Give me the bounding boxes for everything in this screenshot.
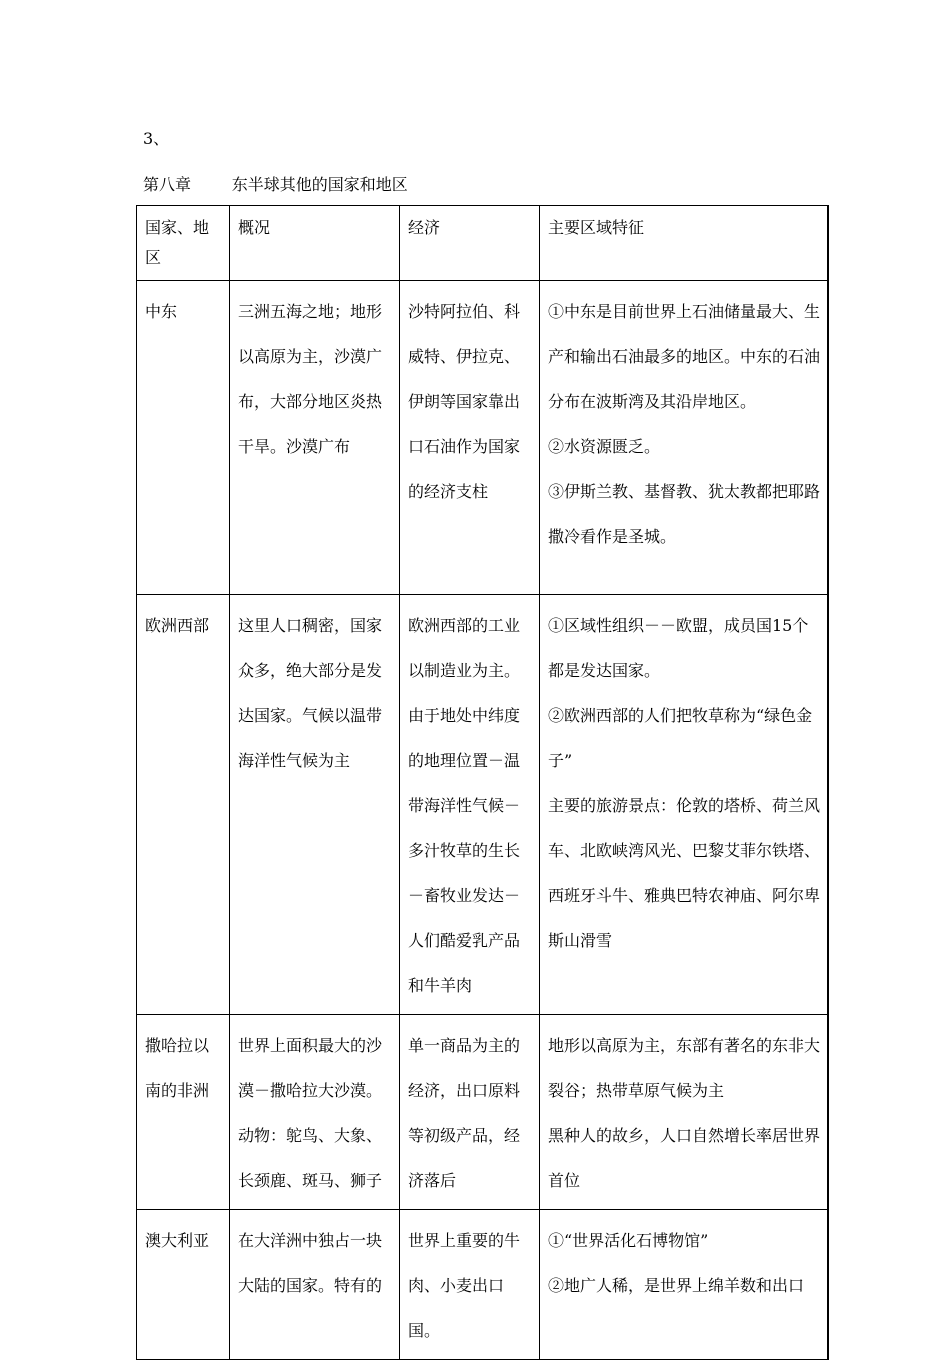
features-cell — [540, 1210, 828, 1360]
feature-item: 黑种人的故乡，人口自然增长率居世界首位 — [548, 1126, 821, 1190]
table-row — [137, 595, 828, 1015]
region-cell: 撒哈拉以南的非洲 — [137, 1015, 230, 1210]
feature-item: ②地广人稀，是世界上绵羊数和出口 — [548, 1276, 805, 1295]
table-row — [137, 281, 828, 595]
region-cell: 欧洲西部 — [137, 595, 230, 1015]
features-cell — [540, 595, 828, 1015]
table-row — [137, 1015, 828, 1210]
region-cell: 中东 — [137, 281, 230, 595]
feature-item: ①中东是目前世界上石油储量最大、生产和输出石油最多的地区。中东的石油分布在波斯湾及其沿岸地区。 — [548, 302, 821, 411]
header-overview: 概况 — [230, 206, 400, 281]
feature-item: ①“世界活化石博物馆” — [548, 1231, 709, 1250]
regions-table — [136, 205, 829, 1360]
header-region: 国家、地区 — [137, 206, 230, 281]
economy-cell: 欧洲西部的工业以制造业为主。由于地处中纬度的地理位置－温带海洋性气候－多汁牧草的生长－畜牧业发达－人们酷爱乳产品和牛羊肉 — [400, 595, 540, 1015]
economy-cell: 单一商品为主的经济，出口原料等初级产品，经济落后 — [400, 1015, 540, 1210]
overview-cell: 这里人口稠密，国家众多，绝大部分是发达国家。气候以温带海洋性气候为主 — [230, 595, 400, 1015]
feature-item: ①区域性组织－－欧盟，成员国15个都是发达国家。 — [548, 616, 809, 680]
feature-item: 主要的旅游景点：伦敦的塔桥、荷兰风车、北欧峡湾风光、巴黎艾菲尔铁塔、西班牙斗牛、雅典巴特农神庙、阿尔卑斯山滑雪 — [548, 796, 821, 950]
overview-cell: 三洲五海之地；地形以高原为主，沙漠广布，大部分地区炎热干旱。沙漠广布 — [230, 281, 400, 595]
features-cell — [540, 1015, 828, 1210]
feature-item: ②水资源匮乏。 — [548, 437, 661, 456]
table-header-row — [137, 206, 828, 281]
economy-cell: 世界上重要的牛肉、小麦出口国。 — [400, 1210, 540, 1360]
section-number: 3、 — [143, 129, 170, 148]
economy-cell: 沙特阿拉伯、科威特、伊拉克、伊朗等国家靠出口石油作为国家的经济支柱 — [400, 281, 540, 595]
feature-item: ③伊斯兰教、基督教、犹太教都把耶路撒冷看作是圣城。 — [548, 482, 821, 546]
chapter-heading — [143, 172, 408, 195]
overview-cell: 世界上面积最大的沙漠－撒哈拉大沙漠。动物：鸵鸟、大象、长颈鹿、斑马、狮子 — [230, 1015, 400, 1210]
table-row — [137, 1210, 828, 1360]
chapter-label: 第八章 — [143, 175, 192, 194]
overview-cell: 在大洋洲中独占一块大陆的国家。特有的 — [230, 1210, 400, 1360]
header-features: 主要区域特征 — [540, 206, 828, 281]
feature-item: ②欧洲西部的人们把牧草称为“绿色金子” — [548, 706, 813, 770]
feature-item: 地形以高原为主，东部有著名的东非大裂谷；热带草原气候为主 — [548, 1036, 821, 1100]
region-cell: 澳大利亚 — [137, 1210, 230, 1360]
chapter-title: 东半球其他的国家和地区 — [231, 175, 408, 194]
features-cell — [540, 281, 828, 595]
header-economy: 经济 — [400, 206, 540, 281]
